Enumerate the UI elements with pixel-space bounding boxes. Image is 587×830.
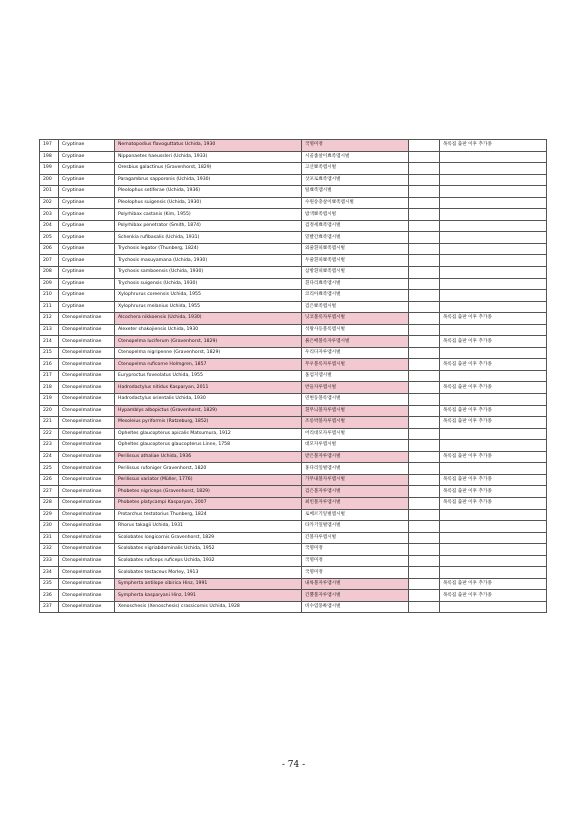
subfamily-cell: Cryptinae <box>59 255 115 267</box>
note-cell <box>440 428 547 440</box>
row-number-cell: 205 <box>40 232 59 244</box>
table-row <box>40 405 547 417</box>
table-row <box>40 359 547 371</box>
table-row <box>40 428 547 440</box>
korean-name-cell: 검은뾰족맵시벌 <box>302 301 409 313</box>
empty-cell <box>409 243 440 255</box>
empty-cell <box>409 313 440 325</box>
subfamily-cell: Ctenopelmatinae <box>59 578 115 590</box>
species-name-cell: Opheltes glaucopterus apicalis Matsumura, 1912 <box>115 428 302 440</box>
empty-cell <box>409 370 440 382</box>
species-name-cell: Phobetes platycampi Kasparyan, 2007 <box>115 497 302 509</box>
note-cell: 목록집 출판 이후 추가종 <box>440 359 547 371</box>
table-row <box>40 486 547 498</box>
row-number-cell: 199 <box>40 163 59 175</box>
empty-cell <box>409 209 440 221</box>
row-number-cell: 214 <box>40 336 59 348</box>
empty-cell <box>409 567 440 579</box>
korean-name-cell: 반들자루맵시벌 <box>302 382 409 394</box>
species-name-cell: Scolobates longicornis Gravenhorst, 1829 <box>115 532 302 544</box>
table-row <box>40 347 547 359</box>
row-number-cell: 213 <box>40 324 59 336</box>
empty-cell <box>409 301 440 313</box>
species-name-cell: Pleolophus suigensis (Uchida, 1930) <box>115 197 302 209</box>
row-number-cell: 208 <box>40 267 59 279</box>
korean-name-cell: 긴볼자루맵시벌 <box>302 532 409 544</box>
korean-name-cell: 홍다리잎벌맵시벌 <box>302 463 409 475</box>
empty-cell <box>409 394 440 406</box>
row-number-cell: 222 <box>40 428 59 440</box>
row-number-cell: 206 <box>40 243 59 255</box>
note-cell: 목록집 출판 이후 추가종 <box>440 405 547 417</box>
korean-name-cell: 비수염뭉툭맵시벌 <box>302 601 409 613</box>
korean-name-cell: 로베르기잎벌맵시벌 <box>302 509 409 521</box>
empty-cell <box>409 220 440 232</box>
note-cell <box>440 151 547 163</box>
empty-cell <box>409 474 440 486</box>
note-cell <box>440 347 547 359</box>
row-number-cell: 204 <box>40 220 59 232</box>
empty-cell <box>409 151 440 163</box>
row-number-cell: 216 <box>40 359 59 371</box>
species-name-cell: Ctenopelma luciferum (Gravenhorst, 1829) <box>115 336 302 348</box>
note-cell <box>440 370 547 382</box>
table-row <box>40 451 547 463</box>
empty-cell <box>409 347 440 359</box>
table-row <box>40 243 547 255</box>
note-cell: 목록집 출판 이후 추가종 <box>440 336 547 348</box>
korean-name-cell: 긴뿔볼자루맵시벌 <box>302 590 409 602</box>
korean-name-cell: 대모자루맵시벌 <box>302 440 409 452</box>
row-number-cell: 235 <box>40 578 59 590</box>
species-name-cell: Nematopodius flavoguttatus Uchida, 1930 <box>115 140 302 152</box>
species-name-cell: Polyrhibax penetrator (Smith, 1874) <box>115 220 302 232</box>
row-number-cell: 212 <box>40 313 59 325</box>
row-number-cell: 210 <box>40 290 59 302</box>
korean-name-cell: 우리다자루맵시벌 <box>302 347 409 359</box>
species-name-cell: Opheltes glaucopterus glaucopterus Linne, 1758 <box>115 440 302 452</box>
table-row <box>40 232 547 244</box>
korean-name-cell: 검정세뾰족맵시벌 <box>302 220 409 232</box>
note-cell: 목록집 출판 이후 추가종 <box>440 382 547 394</box>
species-name-cell: Ctenopelma nigripenne (Gravenhorst, 1829) <box>115 347 302 359</box>
subfamily-cell: Cryptinae <box>59 278 115 290</box>
subfamily-cell: Ctenopelmatinae <box>59 463 115 475</box>
korean-name-cell: 가무내볼자루맵시벌 <box>302 474 409 486</box>
empty-cell <box>409 359 440 371</box>
empty-cell <box>409 140 440 152</box>
empty-cell <box>409 174 440 186</box>
species-name-cell: Schenkia rufibasalis (Uchida, 1931) <box>115 232 302 244</box>
species-name-cell: Perilissus athaliae Uchida, 1936 <box>115 451 302 463</box>
row-number-cell: 227 <box>40 486 59 498</box>
korean-name-cell: 어리대모자루맵시벌 <box>302 428 409 440</box>
table-row <box>40 255 547 267</box>
empty-cell <box>409 278 440 290</box>
empty-cell <box>409 336 440 348</box>
row-number-cell: 197 <box>40 140 59 152</box>
note-cell <box>440 290 547 302</box>
subfamily-cell: Ctenopelmatinae <box>59 567 115 579</box>
note-cell: 목록집 출판 이후 추가종 <box>440 486 547 498</box>
species-name-cell: Phobetes nigriceps (Gravenhorst, 1829) <box>115 486 302 498</box>
empty-cell <box>409 197 440 209</box>
row-number-cell: 218 <box>40 382 59 394</box>
korean-name-cell: 흰다리뾰족맵시벌 <box>302 278 409 290</box>
table-row <box>40 140 547 152</box>
empty-cell <box>409 232 440 244</box>
empty-cell <box>409 417 440 429</box>
subfamily-cell: Ctenopelmatinae <box>59 313 115 325</box>
note-cell: 목록집 출판 이후 추가종 <box>440 417 547 429</box>
table-row <box>40 313 547 325</box>
subfamily-cell: Ctenopelmatinae <box>59 509 115 521</box>
korean-name-cell: 국명미정 <box>302 555 409 567</box>
species-name-cell: Xylophrurus melanius Uchida, 1955 <box>115 301 302 313</box>
species-name-cell: Paragambrus sapporonis (Uchida, 1930) <box>115 174 302 186</box>
empty-cell <box>409 509 440 521</box>
row-number-cell: 200 <box>40 174 59 186</box>
table-row <box>40 601 547 613</box>
row-number-cell: 209 <box>40 278 59 290</box>
table-row <box>40 382 547 394</box>
subfamily-cell: Ctenopelmatinae <box>59 440 115 452</box>
species-name-cell: Hadrodactylus nitidus Kasparyan, 2011 <box>115 382 302 394</box>
species-name-cell: Ctenopelma ruficorne Holmgren, 1857 <box>115 359 302 371</box>
note-cell: 목록집 출판 이후 추가종 <box>440 497 547 509</box>
subfamily-cell: Ctenopelmatinae <box>59 370 115 382</box>
korean-name-cell: 국명미정 <box>302 544 409 556</box>
row-number-cell: 202 <box>40 197 59 209</box>
table-row <box>40 278 547 290</box>
empty-cell <box>409 428 440 440</box>
note-cell <box>440 555 547 567</box>
table-row <box>40 474 547 486</box>
korean-name-cell: 수원송충살이뾰족맵시벌 <box>302 197 409 209</box>
note-cell: 목록집 출판 이후 추가종 <box>440 451 547 463</box>
subfamily-cell: Cryptinae <box>59 186 115 198</box>
subfamily-cell: Cryptinae <box>59 174 115 186</box>
note-cell <box>440 267 547 279</box>
species-name-cell: Perilissus rufoniger Gravenhorst, 1820 <box>115 463 302 475</box>
note-cell <box>440 544 547 556</box>
korean-name-cell: 털뾰족맵시벌 <box>302 186 409 198</box>
species-name-cell: Scolobates testaceus Morley, 1913 <box>115 567 302 579</box>
table-row <box>40 394 547 406</box>
empty-cell <box>409 451 440 463</box>
row-number-cell: 203 <box>40 209 59 221</box>
korean-name-cell: 석왕사등볼록맵시벌 <box>302 324 409 336</box>
table-row <box>40 186 547 198</box>
empty-cell <box>409 555 440 567</box>
row-number-cell: 217 <box>40 370 59 382</box>
subfamily-cell: Cryptinae <box>59 267 115 279</box>
empty-cell <box>409 521 440 533</box>
species-name-cell: Xenoschesis (Xenoschesis) crassicornis Uchida, 1928 <box>115 601 302 613</box>
row-number-cell: 226 <box>40 474 59 486</box>
subfamily-cell: Ctenopelmatinae <box>59 382 115 394</box>
note-cell: 목록집 출판 이후 추가종 <box>440 590 547 602</box>
row-number-cell: 219 <box>40 394 59 406</box>
subfamily-cell: Ctenopelmatinae <box>59 336 115 348</box>
empty-cell <box>409 532 440 544</box>
subfamily-cell: Ctenopelmatinae <box>59 359 115 371</box>
korean-name-cell: 외줄흰띠뾰족맵시벌 <box>302 243 409 255</box>
korean-name-cell: 닛코볼록자루맵시벌 <box>302 313 409 325</box>
row-number-cell: 220 <box>40 405 59 417</box>
species-name-cell: Trychosis suigensis (Uchida, 1930) <box>115 278 302 290</box>
species-name-cell: Scolobates ruficeps ruficeps Uchida, 1932 <box>115 555 302 567</box>
species-name-cell: Sympherta kasparyani Hinz, 1991 <box>115 590 302 602</box>
table-row <box>40 290 547 302</box>
korean-name-cell: 시골좁살이뾰족맵시벌 <box>302 151 409 163</box>
subfamily-cell: Ctenopelmatinae <box>59 555 115 567</box>
species-name-cell: Rhorus takagii Uchida, 1931 <box>115 521 302 533</box>
table-row <box>40 220 547 232</box>
subfamily-cell: Cryptinae <box>59 301 115 313</box>
note-cell <box>440 509 547 521</box>
species-name-cell: Alexeter shakojiensis Uchida, 1930 <box>115 324 302 336</box>
row-number-cell: 230 <box>40 521 59 533</box>
empty-cell <box>409 463 440 475</box>
subfamily-cell: Ctenopelmatinae <box>59 544 115 556</box>
subfamily-cell: Ctenopelmatinae <box>59 394 115 406</box>
species-name-cell: Trychosis masuyamana (Uchida, 1930) <box>115 255 302 267</box>
korean-name-cell: 무우볼록자루맵시벌 <box>302 359 409 371</box>
note-cell <box>440 567 547 579</box>
korean-name-cell: 내륙볼자루맵시벌 <box>302 578 409 590</box>
species-name-cell: Hadrodactylus orientalis Uchida, 1930 <box>115 394 302 406</box>
note-cell: 목록집 출판 이후 추가종 <box>440 578 547 590</box>
row-number-cell: 236 <box>40 590 59 602</box>
table-row <box>40 370 547 382</box>
page-number: - 74 - <box>281 760 306 770</box>
species-name-cell: Polyrhibax castanis (Kim, 1955) <box>115 209 302 221</box>
korean-name-cell: 홈엄지맵시벌 <box>302 370 409 382</box>
subfamily-cell: Cryptinae <box>59 163 115 175</box>
empty-cell <box>409 440 440 452</box>
empty-cell <box>409 186 440 198</box>
note-cell <box>440 301 547 313</box>
note-cell <box>440 197 547 209</box>
table-row <box>40 440 547 452</box>
korean-name-cell: 국명미정 <box>302 140 409 152</box>
species-name-cell: Protarchus testatorius Thunberg, 1824 <box>115 509 302 521</box>
species-name-cell: Scolobates nigriabdominalis Uchida, 1952 <box>115 544 302 556</box>
note-cell: 목록집 출판 이후 추가종 <box>440 474 547 486</box>
species-name-cell: Oresbius galactinus (Gravenhorst, 1829) <box>115 163 302 175</box>
table-row <box>40 497 547 509</box>
korean-name-cell: 조롱박볼자루맵시벌 <box>302 417 409 429</box>
empty-cell <box>409 324 440 336</box>
row-number-cell: 221 <box>40 417 59 429</box>
row-number-cell: 223 <box>40 440 59 452</box>
korean-name-cell: 코리아뾰족맵시벌 <box>302 290 409 302</box>
note-cell <box>440 532 547 544</box>
subfamily-cell: Ctenopelmatinae <box>59 405 115 417</box>
korean-name-cell: 흰무늬볼자루맵시벌 <box>302 405 409 417</box>
table-row <box>40 197 547 209</box>
species-name-cell: Euryproctus foveolatus Uchida, 1955 <box>115 370 302 382</box>
korean-name-cell: 삿포로뾰족맵시벌 <box>302 174 409 186</box>
table-row <box>40 463 547 475</box>
species-table-body <box>40 140 547 613</box>
empty-cell <box>409 590 440 602</box>
row-number-cell: 233 <box>40 555 59 567</box>
row-number-cell: 231 <box>40 532 59 544</box>
empty-cell <box>409 497 440 509</box>
subfamily-cell: Ctenopelmatinae <box>59 486 115 498</box>
table-row <box>40 209 547 221</box>
species-name-cell: Trychosis samboensis (Uchida, 1930) <box>115 267 302 279</box>
empty-cell <box>409 601 440 613</box>
korean-name-cell: 밑빨간뾰족맵시벌 <box>302 232 409 244</box>
note-cell: 목록집 출판 이후 추가종 <box>440 140 547 152</box>
subfamily-cell: Ctenopelmatinae <box>59 532 115 544</box>
subfamily-cell: Cryptinae <box>59 151 115 163</box>
korean-name-cell: 고산뾰족맵시벌 <box>302 163 409 175</box>
subfamily-cell: Cryptinae <box>59 290 115 302</box>
row-number-cell: 211 <box>40 301 59 313</box>
korean-name-cell: 최빈볼자루맵시벌 <box>302 497 409 509</box>
note-cell <box>440 601 547 613</box>
subfamily-cell: Cryptinae <box>59 243 115 255</box>
subfamily-cell: Cryptinae <box>59 197 115 209</box>
species-table <box>39 139 547 613</box>
row-number-cell: 198 <box>40 151 59 163</box>
row-number-cell: 207 <box>40 255 59 267</box>
species-name-cell: Trychosis legator (Thunberg, 1824) <box>115 243 302 255</box>
table-row <box>40 163 547 175</box>
row-number-cell: 201 <box>40 186 59 198</box>
species-name-cell: Sympherta antilope sibirica Hinz, 1991 <box>115 578 302 590</box>
empty-cell <box>409 486 440 498</box>
subfamily-cell: Ctenopelmatinae <box>59 324 115 336</box>
korean-name-cell: 밤색뾰족맵시벌 <box>302 209 409 221</box>
table-row <box>40 151 547 163</box>
table-row <box>40 174 547 186</box>
note-cell <box>440 174 547 186</box>
empty-cell <box>409 163 440 175</box>
note-cell <box>440 255 547 267</box>
note-cell <box>440 463 547 475</box>
row-number-cell: 215 <box>40 347 59 359</box>
table-row <box>40 417 547 429</box>
table-row <box>40 567 547 579</box>
subfamily-cell: Cryptinae <box>59 220 115 232</box>
empty-cell <box>409 255 440 267</box>
subfamily-cell: Ctenopelmatinae <box>59 347 115 359</box>
table-row <box>40 267 547 279</box>
korean-name-cell: 받은볼자루맵시벌 <box>302 451 409 463</box>
table-row <box>40 544 547 556</box>
note-cell: 목록집 출판 이후 추가종 <box>440 313 547 325</box>
subfamily-cell: Cryptinae <box>59 209 115 221</box>
empty-cell <box>409 267 440 279</box>
korean-name-cell: 타카기잎벌맵시벌 <box>302 521 409 533</box>
subfamily-cell: Ctenopelmatinae <box>59 590 115 602</box>
subfamily-cell: Ctenopelmatinae <box>59 497 115 509</box>
note-cell <box>440 220 547 232</box>
note-cell <box>440 440 547 452</box>
table-row <box>40 578 547 590</box>
table-row <box>40 336 547 348</box>
row-number-cell: 234 <box>40 567 59 579</box>
table-row <box>40 532 547 544</box>
table-row <box>40 324 547 336</box>
species-name-cell: Hypamblys albopictus (Gravenhorst, 1829) <box>115 405 302 417</box>
note-cell <box>440 209 547 221</box>
note-cell <box>440 521 547 533</box>
empty-cell <box>409 290 440 302</box>
note-cell <box>440 232 547 244</box>
table-row <box>40 590 547 602</box>
subfamily-cell: Ctenopelmatinae <box>59 417 115 429</box>
row-number-cell: 229 <box>40 509 59 521</box>
note-cell <box>440 186 547 198</box>
empty-cell <box>409 578 440 590</box>
table-row <box>40 509 547 521</box>
row-number-cell: 224 <box>40 451 59 463</box>
korean-name-cell: 두줄흰띠뾰족맵시벌 <box>302 255 409 267</box>
species-name-cell: Xylophrurus coreensis Uchida, 1955 <box>115 290 302 302</box>
row-number-cell: 237 <box>40 601 59 613</box>
korean-name-cell: 붉은배볼록자루맵시벌 <box>302 336 409 348</box>
note-cell <box>440 324 547 336</box>
species-name-cell: Alcochera nikkoensis (Uchida, 1930) <box>115 313 302 325</box>
note-cell <box>440 394 547 406</box>
species-name-cell: Perilissus variator (Müller, 1776) <box>115 474 302 486</box>
species-name-cell: Pleolophus setiferae (Uchida, 1936) <box>115 186 302 198</box>
table-row <box>40 555 547 567</box>
row-number-cell: 228 <box>40 497 59 509</box>
row-number-cell: 225 <box>40 463 59 475</box>
korean-name-cell: 검은볼자루맵시벌 <box>302 486 409 498</box>
subfamily-cell: Ctenopelmatinae <box>59 521 115 533</box>
note-cell <box>440 243 547 255</box>
subfamily-cell: Cryptinae <box>59 232 115 244</box>
subfamily-cell: Cryptinae <box>59 140 115 152</box>
table-row <box>40 521 547 533</box>
row-number-cell: 232 <box>40 544 59 556</box>
subfamily-cell: Ctenopelmatinae <box>59 428 115 440</box>
note-cell <box>440 163 547 175</box>
korean-name-cell: 연변등볼록맵시벌 <box>302 394 409 406</box>
korean-name-cell: 삼방흰띠뾰족맵시벌 <box>302 267 409 279</box>
species-name-cell: Nipponaetes haeussleri (Uchida, 1933) <box>115 151 302 163</box>
empty-cell <box>409 382 440 394</box>
korean-name-cell: 국명미정 <box>302 567 409 579</box>
note-cell <box>440 278 547 290</box>
subfamily-cell: Ctenopelmatinae <box>59 601 115 613</box>
subfamily-cell: Ctenopelmatinae <box>59 474 115 486</box>
empty-cell <box>409 544 440 556</box>
empty-cell <box>409 405 440 417</box>
table-row <box>40 301 547 313</box>
species-name-cell: Mesoleius pyriformis (Ratzeburg, 1852) <box>115 417 302 429</box>
subfamily-cell: Ctenopelmatinae <box>59 451 115 463</box>
